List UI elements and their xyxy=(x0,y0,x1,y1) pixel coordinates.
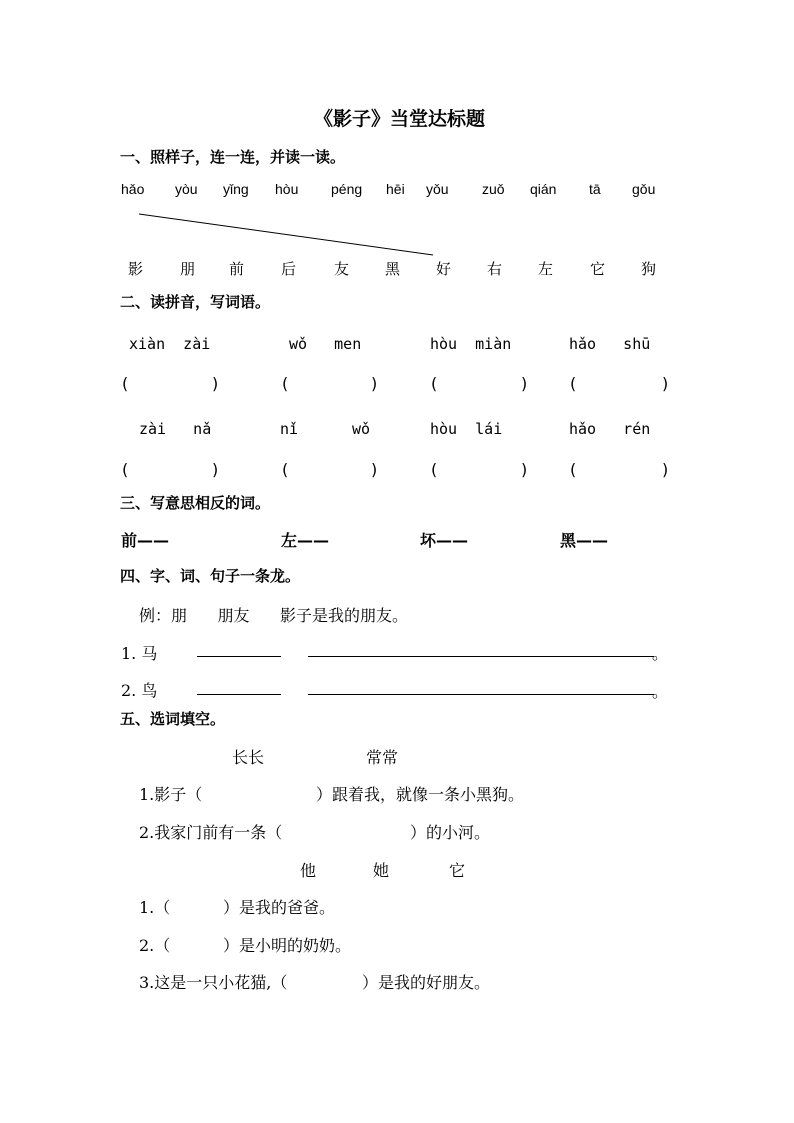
pinyin-item: hǎo xyxy=(121,181,145,197)
pinyin-word: wǒ xyxy=(352,420,371,438)
character-item: 狗 xyxy=(641,260,657,278)
character-item: 它 xyxy=(590,260,606,278)
pinyin-item: zuǒ xyxy=(482,181,505,197)
fill-question-3-part1: 1.（ xyxy=(139,898,171,917)
option-word: 她 xyxy=(373,861,390,880)
section-1-heading: 一、照样子，连一连，并读一读。 xyxy=(120,148,346,166)
pinyin-word: hòu miàn xyxy=(430,335,512,353)
word-blank[interactable] xyxy=(197,656,281,657)
option-word: 常常 xyxy=(366,748,399,767)
sentence-blank[interactable] xyxy=(308,694,654,695)
close-paren: ) xyxy=(521,374,528,393)
section-2-heading: 二、读拼音，写词语。 xyxy=(120,293,271,311)
fill-question-2-part1: 2.我家门前有一条（ xyxy=(139,823,283,842)
antonym-item: 黑—— xyxy=(560,531,609,550)
character-item: 前 xyxy=(229,260,245,278)
section-5-heading: 五、选词填空。 xyxy=(120,710,226,728)
pinyin-item: yǒu xyxy=(426,181,449,197)
pinyin-item: tā xyxy=(589,181,601,197)
question-4-1-label: 1. 马 xyxy=(121,644,158,663)
pinyin-item: péng xyxy=(331,181,363,197)
example-line: 例：朋 朋友 影子是我的朋友。 xyxy=(139,606,409,625)
antonym-item: 坏—— xyxy=(420,531,469,550)
pinyin-word: hǎo shū xyxy=(569,335,651,353)
close-paren: ) xyxy=(212,460,219,479)
antonym-item: 前—— xyxy=(121,531,170,550)
open-paren: ( xyxy=(122,374,129,393)
character-item: 右 xyxy=(487,260,503,278)
option-word: 长长 xyxy=(232,748,265,767)
close-paren: ) xyxy=(371,374,378,393)
pinyin-item: gǒu xyxy=(632,181,656,197)
open-paren: ( xyxy=(570,460,577,479)
open-paren: ( xyxy=(282,374,289,393)
pinyin-item: yòu xyxy=(175,181,198,197)
section-3-heading: 三、写意思相反的词。 xyxy=(120,494,271,512)
question-4-2-label: 2. 鸟 xyxy=(121,681,158,700)
character-item: 后 xyxy=(281,260,297,278)
close-paren: ) xyxy=(662,374,669,393)
open-paren: ( xyxy=(431,460,438,479)
page-title: 《影子》当堂达标题 xyxy=(314,108,486,130)
antonym-item: 左—— xyxy=(281,531,330,550)
fill-question-5-part1: 3.这是一只小花猫,（ xyxy=(139,973,288,992)
option-word: 他 xyxy=(300,861,317,880)
pinyin-word: zài nǎ xyxy=(139,420,212,438)
close-paren: ) xyxy=(371,460,378,479)
pinyin-word: wǒ men xyxy=(289,335,362,353)
character-item: 友 xyxy=(334,260,350,278)
fill-question-1-part1: 1.影子（ xyxy=(139,785,203,804)
close-paren: ) xyxy=(662,460,669,479)
example-connector-line xyxy=(0,0,794,300)
period: 。 xyxy=(652,644,669,663)
fill-question-5-part2: ）是我的好朋友。 xyxy=(362,973,491,992)
open-paren: ( xyxy=(570,374,577,393)
pinyin-word: nǐ xyxy=(280,420,299,438)
pinyin-item: hòu xyxy=(275,181,299,197)
character-item: 黑 xyxy=(385,260,401,278)
fill-question-3-part2: ）是我的爸爸。 xyxy=(223,898,336,917)
pinyin-word: xiàn zài xyxy=(129,335,211,353)
pinyin-item: hēi xyxy=(386,181,405,197)
fill-question-2-part2: ）的小河。 xyxy=(410,823,491,842)
close-paren: ) xyxy=(521,460,528,479)
open-paren: ( xyxy=(282,460,289,479)
sentence-blank[interactable] xyxy=(308,656,654,657)
open-paren: ( xyxy=(122,460,129,479)
section-4-heading: 四、字、词、句子一条龙。 xyxy=(120,567,301,585)
character-item: 好 xyxy=(436,260,452,278)
option-word: 它 xyxy=(449,861,466,880)
period: 。 xyxy=(652,682,669,701)
pinyin-word: hòu lái xyxy=(430,420,503,438)
fill-question-4-part1: 2.（ xyxy=(139,936,171,955)
pinyin-item: yǐng xyxy=(223,181,249,197)
character-item: 左 xyxy=(538,260,554,278)
close-paren: ) xyxy=(212,374,219,393)
word-blank[interactable] xyxy=(197,694,281,695)
pinyin-item: qián xyxy=(530,181,557,197)
fill-question-4-part2: ）是小明的奶奶。 xyxy=(223,936,352,955)
pinyin-word: hǎo rén xyxy=(569,420,651,438)
fill-question-1-part2: ）跟着我，就像一条小黑狗。 xyxy=(316,785,525,804)
open-paren: ( xyxy=(431,374,438,393)
character-item: 影 xyxy=(128,260,144,278)
character-item: 朋 xyxy=(180,260,196,278)
